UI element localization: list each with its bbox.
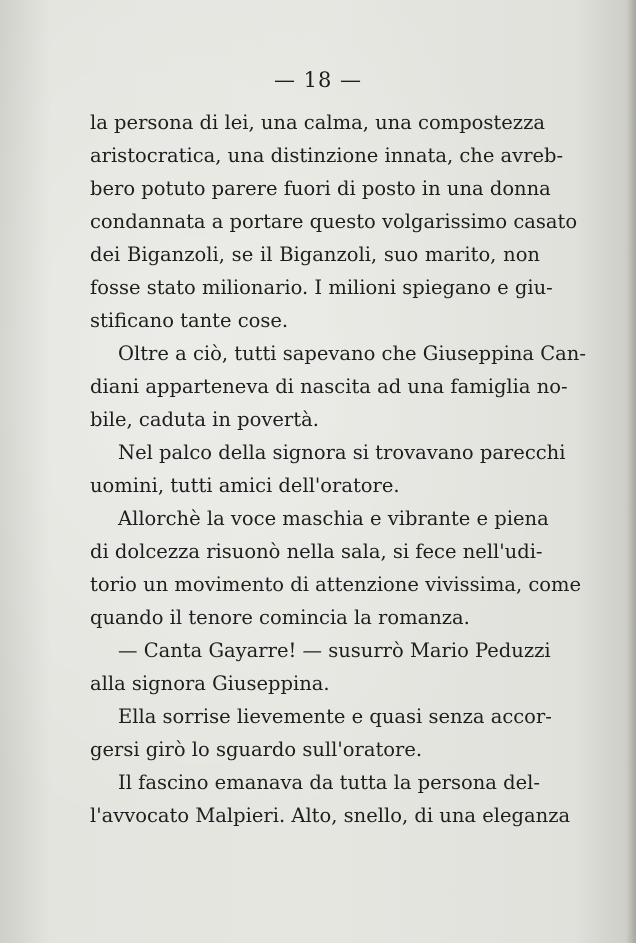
paragraph-first-line: Allorchè la voce maschia e vibrante e piena [118,507,549,530]
text-line: stificano tante cose. [90,309,289,332]
text-line: torio un movimento di attenzione vivissima, come [90,573,582,596]
page-number: — 18 — [273,68,363,92]
page-edge-shadow [626,0,636,943]
text-line: dei Biganzoli, se il Biganzoli, suo marito, non [90,243,540,266]
paragraph-first-line: Il fascino emanava da tutta la persona del- [118,771,540,794]
paragraph-first-line: Oltre a ciò, tutti sapevano che Giuseppina Can- [118,342,586,365]
paragraph-first-line: Ella sorrise lievemente e quasi senza accor- [118,705,552,728]
text-line: uomini, tutti amici dell'oratore. [90,474,400,497]
text-line: alla signora Giuseppina. [90,672,330,695]
text-line: condannata a portare questo volgarissimo casato [90,210,578,233]
text-line: l'avvocato Malpieri. Alto, snello, di una eleganza [90,804,571,827]
text-line: gersi girò lo sguardo sull'oratore. [90,738,423,761]
body-text [90,106,586,832]
text-line: aristocratica, una distinzione innata, che avreb- [90,144,564,167]
text-line: diani apparteneva di nascita ad una famiglia no- [90,375,568,398]
text-line: fosse stato milionario. I milioni spiegano e giu- [90,276,553,299]
text-line: quando il tenore comincia la romanza. [90,606,470,629]
text-line: bero potuto parere fuori di posto in una donna [90,177,551,200]
text-line: la persona di lei, una calma, una compostezza [90,111,545,134]
text-line: di dolcezza risuonò nella sala, si fece nell'udi- [90,540,543,563]
paragraph-first-line: — Canta Gayarre! — susurrò Mario Peduzzi [118,639,551,662]
paragraph-first-line: Nel palco della signora si trovavano parecchi [118,441,566,464]
text-line: bile, caduta in povertà. [90,408,319,431]
